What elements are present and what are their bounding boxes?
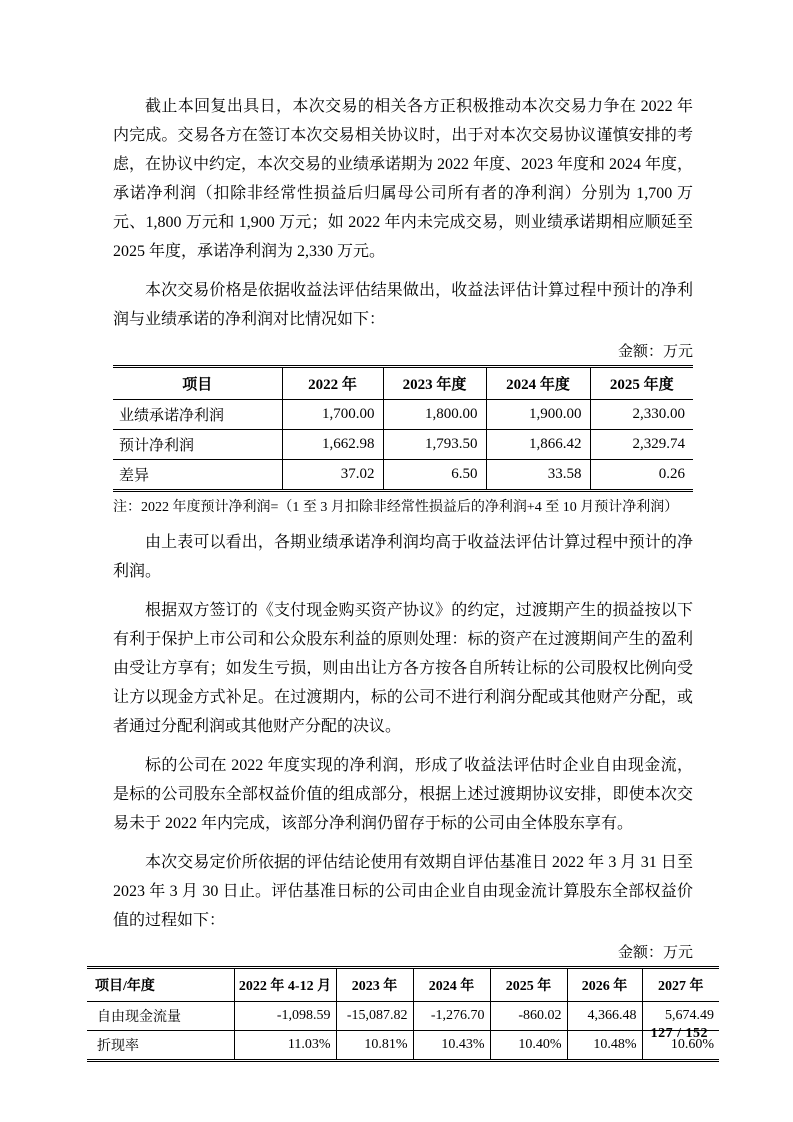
row-label-cell: 自由现金流量 (87, 1002, 234, 1031)
paragraph-valuation-intro: 本次交易价格是依据收益法评估结果做出，收益法评估计算过程中预计的净利润与业绩承诺的净利润对比情况如下： (113, 282, 693, 328)
header-cell-item-year: 项目/年度 (87, 968, 234, 1002)
value-cell: -860.02 (490, 1002, 567, 1031)
value-cell: 10.43% (413, 1031, 490, 1061)
value-cell: 10.81% (336, 1031, 413, 1061)
page-content (95, 92, 714, 1062)
value-cell: 4,366.48 (567, 1002, 642, 1031)
value-cell: 33.58 (486, 460, 590, 491)
value-cell: 1,900.00 (486, 400, 590, 430)
header-cell-2025: 2025 年度 (590, 367, 693, 400)
header-cell-2023: 2023 年 (336, 968, 413, 1002)
row-label-cell: 折现率 (97, 1039, 139, 1054)
value-cell: 10.48% (567, 1031, 642, 1061)
value-cell: 2,330.00 (590, 400, 693, 430)
row-label-cell: 预计净利润 (113, 430, 282, 460)
header-cell-2027: 2027 年 (642, 968, 719, 1002)
paragraph-transition-period: 根据双方签订的《支付现金购买资产协议》的约定，过渡期产生的损益按以下有利于保护上市公司和公众股东利益的原则处理：标的资产在过渡期间产生的盈利由受让方享有；如发生亏损，则由出让方各方按各自所转让标的公司股权比例向受让方以现金方式补足。在过渡期内，标的公司不进行利润分配或其他财产分配，或者通过分配利润或其他财产分配的决议。 (113, 602, 693, 735)
header-cell-2024: 2024 年 (413, 968, 490, 1002)
cashflow-table-unit-label: 金额：万元 (617, 945, 693, 961)
header-cell-2025: 2025 年 (490, 968, 567, 1002)
value-cell: 10.60% (642, 1031, 719, 1061)
value-cell: 37.02 (282, 460, 383, 491)
profit-comparison-table (113, 365, 693, 492)
value-cell: 11.03% (234, 1031, 336, 1061)
paragraph-valuation-validity: 本次交易定价所依据的评估结论使用有效期自评估基准日 2022 年 3 月 31 日至 2023 年 3 月 30 日止。评估基准日标的公司由企业自由现金流计算股东全部权益价值的过程如下： (113, 854, 693, 929)
header-cell-2026: 2026 年 (567, 968, 642, 1002)
profit-table-unit-label: 金额：万元 (617, 344, 693, 360)
value-cell: 1,700.00 (282, 400, 383, 430)
cashflow-table-header-row (87, 968, 719, 1002)
value-cell: 2,329.74 (590, 430, 693, 460)
table-row-discount-rate (87, 1031, 719, 1061)
paragraph-table-conclusion: 由上表可以看出，各期业绩承诺净利润均高于收益法评估计算过程中预计的净利润。 (113, 534, 693, 580)
header-cell-item: 项目 (113, 367, 282, 400)
value-cell: 1,866.42 (486, 430, 590, 460)
value-cell: 1,800.00 (383, 400, 486, 430)
header-cell-2022-apr-dec: 2022 年 4-12 月 (234, 968, 336, 1002)
page-number: 127 / 152 (650, 1026, 708, 1041)
cash-flow-table (87, 966, 719, 1062)
header-cell-2023: 2023 年度 (383, 367, 486, 400)
row-label-cell: 差异 (119, 468, 150, 484)
header-cell-2022: 2022 年 (282, 367, 383, 400)
value-cell: 1,662.98 (282, 430, 383, 460)
row-label-cell: 业绩承诺净利润 (113, 400, 282, 430)
profit-table-note: 注：2022 年度预计净利润=（1 至 3 月扣除非经常性损益后的净利润+4 至 10 月预计净利润） (113, 500, 679, 515)
value-cell: 5,674.49 (642, 1002, 719, 1031)
value-cell: 0.26 (590, 460, 693, 491)
table-row-free-cash-flow (87, 1002, 719, 1031)
paragraph-deal-completion: 截止本回复出具日，本次交易的相关各方正积极推动本次交易力争在 2022 年内完成。交易各方在签订本次交易相关协议时，出于对本次交易协议谨慎安排的考虑，在协议中约定，本次交易的业绩承诺期为 2022 年度、2023 年度和 2024 年度，承诺净利润（扣除非经常性损益后归属母公司所有者的净利润）分别为 1,700 万元、1,800 万元和 1,900 万元；如 2022 年内未完成交易，则业绩承诺期相应顺延至 2025 年度，承诺净利润为 2,330 万元。 (113, 98, 694, 260)
paragraph-2022-profit: 标的公司在 2022 年度实现的净利润，形成了收益法评估时企业自由现金流，是标的公司股东全部权益价值的组成部分，根据上述过渡期协议安排，即使本次交易未于 2022 年内完成，该部分净利润仍留存于标的公司由全体股东享有。 (113, 757, 693, 832)
table-row-promised-profit (113, 400, 693, 430)
value-cell: 10.40% (490, 1031, 567, 1061)
value-cell: 6.50 (383, 460, 486, 491)
value-cell: -15,087.82 (336, 1002, 413, 1031)
value-cell: -1,098.59 (234, 1002, 336, 1031)
value-cell: -1,276.70 (413, 1002, 490, 1031)
table-row-forecast-profit (113, 430, 693, 460)
profit-table-header-row (113, 367, 693, 400)
value-cell: 1,793.50 (383, 430, 486, 460)
table-row-difference (113, 460, 693, 491)
header-cell-2024: 2024 年度 (486, 367, 590, 400)
